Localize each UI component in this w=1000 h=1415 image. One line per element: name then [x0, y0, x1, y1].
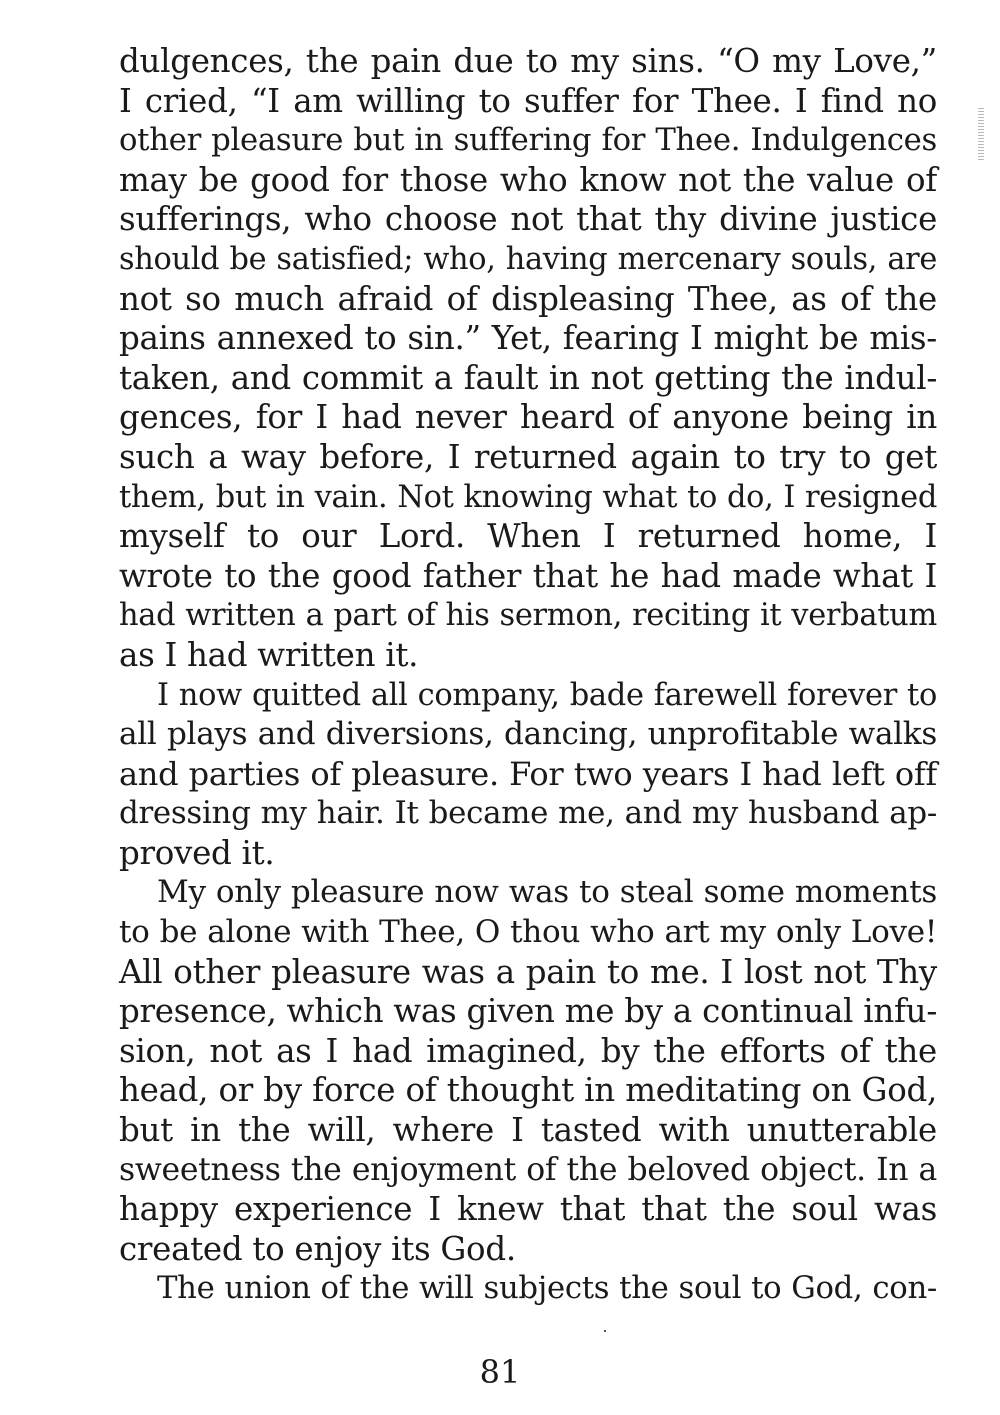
text-line: dulgences, the pain due to my sins. “O my Love,” [119, 42, 937, 80]
text-line: but in the will, where I tasted with unutterable [119, 1111, 937, 1150]
text-line: created to enjoy its God. [119, 1229, 516, 1268]
text-line: should be satisfied; who, having mercenary souls, are [119, 241, 937, 277]
page-number: 81 [479, 1353, 521, 1391]
text-line: and parties of pleasure. For two years I had left off [119, 754, 937, 793]
text-line: myself to our Lord. When I returned home, I [119, 517, 937, 556]
text-line: presence, which was given me by a continual infu- [119, 992, 937, 1031]
body-text [119, 42, 937, 1309]
paragraph-first-line: The union of the will subjects the soul to God, con- [157, 1271, 937, 1307]
paragraph-first-line: My only pleasure now was to steal some moments [157, 874, 937, 911]
paragraph-first-line: I now quitted all company, bade farewell forever to [157, 677, 937, 713]
text-line: pains annexed to sin.” Yet, fearing I might be mis- [119, 319, 937, 358]
text-line: gences, for I had never heard of anyone being in [119, 398, 937, 437]
text-line: sufferings, who choose not that thy divine justice [119, 200, 937, 239]
text-line: sion, not as I had imagined, by the efforts of the [119, 1031, 937, 1070]
text-line: may be good for those who know not the value of [119, 160, 937, 199]
print-speck [604, 1330, 606, 1332]
text-line: taken, and commit a fault in not getting the indul- [119, 358, 937, 397]
text-line: sweetness the enjoyment of the beloved object. In a [119, 1151, 937, 1188]
text-line: not so much afraid of displeasing Thee, as of the [119, 279, 937, 318]
text-line: dressing my hair. It became me, and my husband ap- [119, 795, 937, 832]
text-line: all plays and diversions, dancing, unprofitable walks [119, 716, 937, 753]
text-line: them, but in vain. Not knowing what to do, I resigned [119, 479, 937, 515]
text-line: I cried, “I am willing to suffer for Thee. I find no [119, 81, 937, 120]
text-line: happy experience I knew that that the soul was [119, 1190, 937, 1229]
text-line: All other pleasure was a pain to me. I lost not Thy [119, 952, 937, 991]
text-line: as I had written it. [119, 635, 419, 674]
text-line: head, or by force of thought in meditating on God, [119, 1071, 937, 1110]
text-line: other pleasure but in suffering for Thee. Indulgences [119, 122, 937, 159]
text-line: to be alone with Thee, O thou who art my only Love! [119, 914, 937, 951]
text-line: proved it. [119, 833, 275, 872]
page-edge-mark [978, 108, 984, 160]
text-line: wrote to the good father that he had made what I [119, 556, 937, 595]
text-line: such a way before, I returned again to try to get [119, 437, 937, 476]
text-line: had written a part of his sermon, reciting it verbatum [119, 598, 937, 634]
